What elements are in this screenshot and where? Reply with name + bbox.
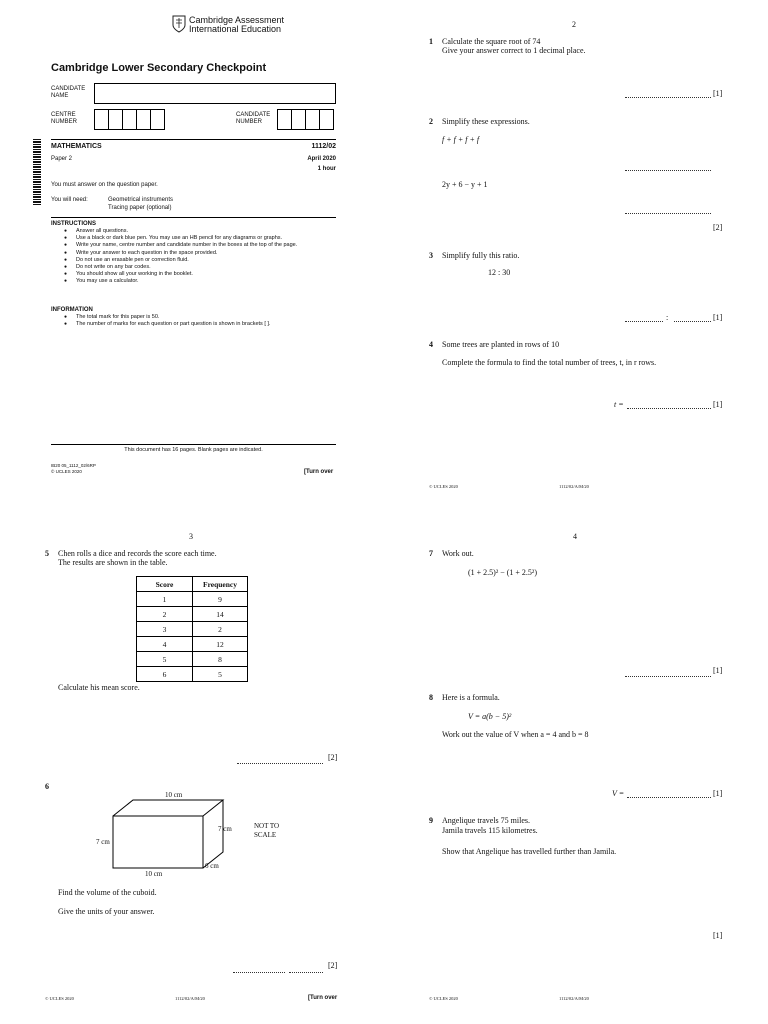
table-header-row — [137, 577, 248, 592]
answer-line[interactable] — [625, 90, 711, 98]
table-row — [137, 637, 248, 652]
cuboid-front-face — [113, 816, 203, 868]
table-cell: 4 — [137, 637, 193, 652]
table-cell: 8 — [193, 652, 248, 667]
mark-allocation: [1] — [713, 89, 723, 98]
page-2 — [384, 0, 768, 512]
question-number: 8 — [429, 693, 433, 702]
footer-code: 1112/02/A/M/20 — [559, 484, 589, 489]
footer-copyright: © UCLES 2020 — [429, 484, 458, 489]
instruction-item: ● Do not use an erasable pen or correction fluid. — [76, 257, 346, 264]
table-cell: 14 — [193, 607, 248, 622]
mark-allocation: [2] — [713, 223, 723, 232]
table-cell: 6 — [137, 667, 193, 682]
answer-line[interactable] — [627, 790, 711, 798]
instructions-list — [64, 228, 346, 286]
answer-line[interactable] — [625, 163, 711, 171]
centre-number-field[interactable] — [94, 109, 165, 130]
divider — [51, 217, 336, 218]
formula: V = a(b − 5)² — [468, 712, 512, 721]
answer-line[interactable] — [625, 314, 663, 322]
question-text: Simplify fully this ratio. — [442, 251, 520, 260]
exam-date: April 2020 — [307, 156, 336, 162]
instructions-heading: INSTRUCTIONS — [51, 221, 96, 227]
expression: (1 + 2.5)² − (1 + 2.5²) — [468, 568, 537, 577]
table-cell: 5 — [137, 652, 193, 667]
cuboid-diagram — [95, 792, 245, 882]
mark-allocation: [1] — [713, 931, 723, 940]
table-row — [137, 622, 248, 637]
table-row — [137, 652, 248, 667]
answer-line[interactable] — [625, 206, 711, 214]
question-text: Angelique travels 75 miles. — [442, 816, 530, 825]
question-text: Find the volume of the cuboid. — [58, 888, 157, 897]
you-will-need-label: You will need: — [51, 197, 88, 203]
question-text: Give the units of your answer. — [58, 907, 155, 916]
instruction-item: ● Do not write on any bar codes. — [76, 264, 346, 271]
question-text: The results are shown in the table. — [58, 558, 168, 567]
mark-allocation: [1] — [713, 400, 723, 409]
question-number: 4 — [429, 340, 433, 349]
candidate-name-label: CANDIDATE NAME — [51, 86, 86, 99]
mark-allocation: [1] — [713, 666, 723, 675]
cuboid-side-face — [203, 800, 223, 868]
candidate-number-field[interactable] — [277, 109, 334, 130]
expression: f + f + f + f — [442, 135, 480, 144]
not-to-scale-note: SCALE — [254, 831, 277, 839]
page-cover — [0, 0, 384, 512]
copyright: © UCLES 2020 — [51, 469, 82, 474]
question-number: 1 — [429, 37, 433, 46]
frequency-table — [136, 576, 248, 682]
table-cell: 9 — [193, 592, 248, 607]
question-text: Here is a formula. — [442, 693, 500, 702]
mark-allocation: [2] — [328, 961, 338, 970]
question-text: Some trees are planted in rows of 10 — [442, 340, 560, 349]
page-4 — [384, 512, 768, 1024]
table-row — [137, 592, 248, 607]
paper-number: Paper 2 — [51, 156, 73, 162]
answer-line[interactable] — [674, 314, 711, 322]
answer-line[interactable] — [627, 401, 711, 409]
answer-line[interactable] — [237, 756, 323, 764]
centre-number-label: CENTRE NUMBER — [51, 112, 78, 125]
answer-line[interactable] — [289, 965, 323, 973]
page-number: 2 — [572, 20, 576, 29]
question-number: 6 — [45, 782, 49, 791]
information-heading: INFORMATION — [51, 307, 93, 313]
answer-line[interactable] — [233, 965, 285, 973]
answer-line[interactable] — [625, 669, 711, 677]
table-header: Score — [137, 577, 193, 592]
logo-line-1: Cambridge Assessment — [189, 15, 285, 25]
dimension-label: 7 cm — [96, 838, 110, 846]
expression: 2y + 6 − y + 1 — [442, 180, 488, 189]
question-text: Work out. — [442, 549, 474, 558]
information-list — [64, 314, 346, 328]
dimension-label: 10 cm — [145, 870, 163, 878]
cambridge-logo-icon — [172, 15, 186, 33]
question-text: Simplify these expressions. — [442, 117, 530, 126]
table-cell: 12 — [193, 637, 248, 652]
footer-code: 1112/02/A/M/20 — [559, 996, 589, 1001]
page-number: 3 — [189, 532, 193, 541]
question-number: 3 — [429, 251, 433, 260]
answer-label: V = — [612, 789, 625, 798]
page-number: 4 — [573, 532, 577, 541]
question-text: Show that Angelique has travelled further than Jamila. — [442, 847, 617, 856]
question-text: Chen rolls a dice and records the score each time. — [58, 549, 217, 558]
dimension-label: 7 cm — [218, 825, 232, 833]
question-text: Jamila travels 115 kilometres. — [442, 826, 538, 835]
table-cell: 3 — [137, 622, 193, 637]
mark-allocation: [1] — [713, 313, 723, 322]
subject: MATHEMATICS — [51, 143, 102, 150]
question-number: 5 — [45, 549, 49, 558]
question-text: Calculate the square root of 74 — [442, 37, 541, 46]
footer-code: 1112/02/A/M/20 — [175, 996, 205, 1001]
need-item-2: Tracing paper (optional) — [108, 205, 172, 211]
divider — [51, 444, 336, 445]
table-row — [137, 607, 248, 622]
page-count-note: This document has 16 pages. Blank pages are indicated. — [124, 447, 263, 453]
table-header: Frequency — [193, 577, 248, 592]
must-answer-note: You must answer on the question paper. — [51, 182, 158, 188]
ratio: 12 : 30 — [488, 268, 511, 277]
question-text: Work out the value of V when a = 4 and b = 8 — [442, 730, 589, 739]
question-number: 9 — [429, 816, 433, 825]
instruction-item: ● Write your answer to each question in the space provided. — [76, 250, 346, 257]
divider — [51, 139, 336, 140]
table-cell: 2 — [137, 607, 193, 622]
instruction-item: ● You should show all your working in the booklet. — [76, 271, 346, 278]
duration: 1 hour — [317, 166, 336, 172]
cuboid-top-face — [113, 800, 223, 816]
instruction-item: ● Answer all questions. — [76, 228, 346, 235]
question-number: 2 — [429, 117, 433, 126]
answer-label: t = — [614, 400, 624, 409]
need-item-1: Geometrical instruments — [108, 197, 174, 203]
dimension-label: 6 cm — [205, 862, 219, 870]
turn-over: [Turn over — [304, 469, 334, 475]
footer-copyright: © UCLES 2020 — [429, 996, 458, 1001]
table-cell: 2 — [193, 622, 248, 637]
information-item: ● The total mark for this paper is 50. — [76, 314, 346, 321]
reference-code: IB20 05_1112_02/6RP — [51, 463, 96, 468]
mark-allocation: [2] — [328, 753, 338, 762]
logo-line-2: International Education — [189, 24, 282, 34]
table-row — [137, 667, 248, 682]
question-text: Give your answer correct to 1 decimal place. — [442, 46, 586, 55]
candidate-name-field[interactable] — [94, 83, 336, 104]
information-item: ● The number of marks for each question or part question is shown in brackets [ ]. — [76, 321, 346, 328]
mark-allocation: [1] — [713, 789, 723, 798]
ratio-colon: : — [666, 313, 669, 322]
question-text: Complete the formula to find the total number of trees, t, in r rows. — [442, 358, 657, 367]
table-cell: 1 — [137, 592, 193, 607]
turn-over: [Turn over — [308, 995, 338, 1001]
question-number: 7 — [429, 549, 433, 558]
cover-title: Cambridge Lower Secondary Checkpoint — [51, 62, 267, 74]
barcode — [33, 139, 41, 205]
dimension-label: 10 cm — [165, 791, 183, 799]
page-3 — [0, 512, 384, 1024]
table-cell: 5 — [193, 667, 248, 682]
instruction-item: ● You may use a calculator. — [76, 278, 346, 285]
paper-code: 1112/02 — [311, 143, 336, 150]
instruction-item: ● Write your name, centre number and candidate number in the boxes at the top of the page. — [76, 242, 346, 249]
question-text: Calculate his mean score. — [58, 683, 140, 692]
candidate-number-label: CANDIDATE NUMBER — [236, 112, 271, 125]
instruction-item: ● Use a black or dark blue pen. You may use an HB pencil for any diagrams or graphs. — [76, 235, 346, 242]
footer-copyright: © UCLES 2020 — [45, 996, 74, 1001]
not-to-scale-note: NOT TO — [254, 822, 280, 830]
